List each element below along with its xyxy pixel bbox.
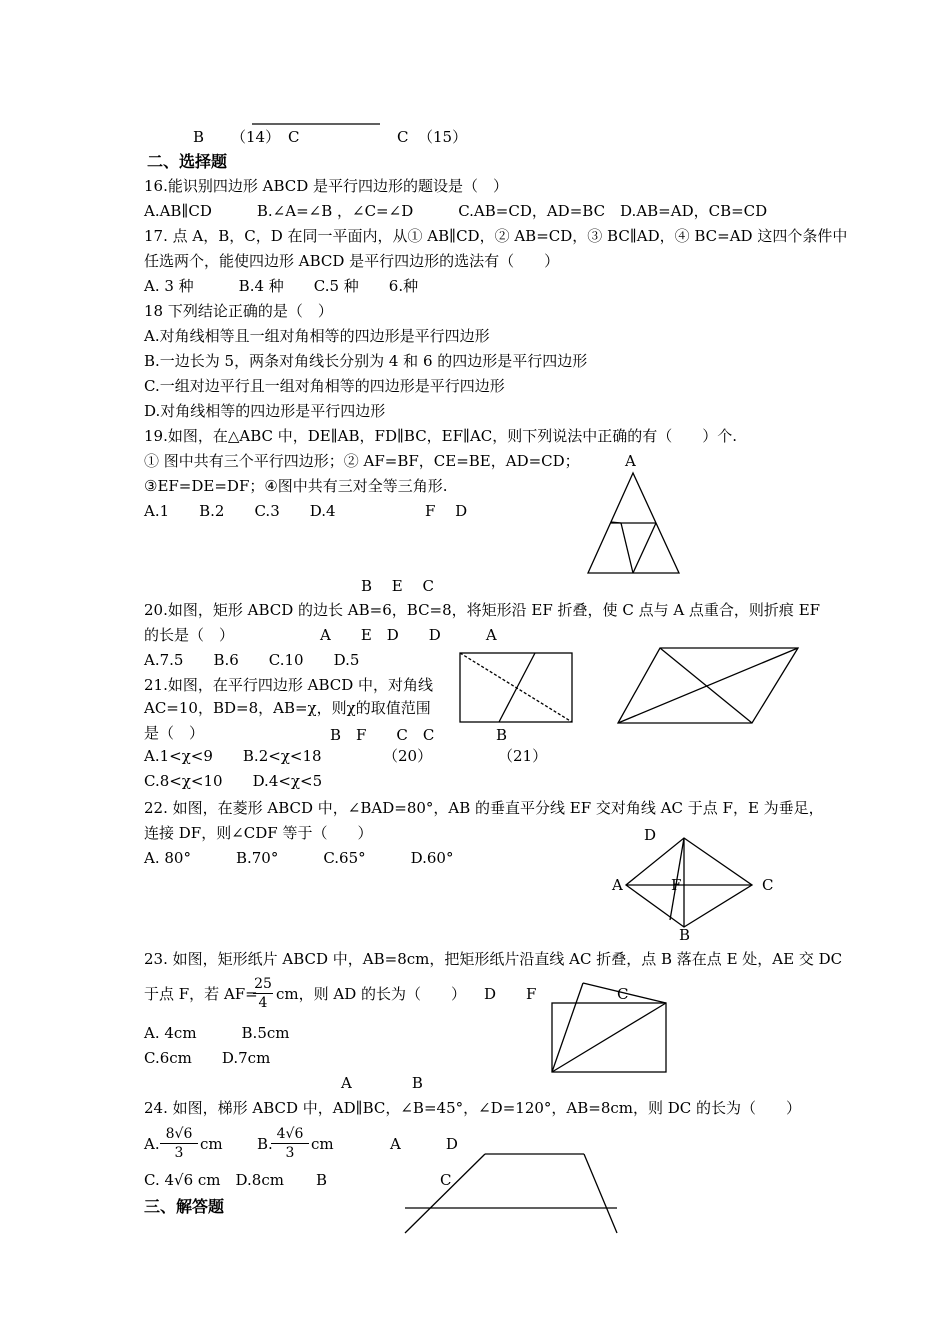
q19-statement-1: ① 图中共有三个平行四边形；② AF=BF，CE=BE，AD=CD；	[144, 452, 580, 470]
q19-stem: 19.如图，在△ABC 中，DE∥AB，FD∥BC，EF∥AC，则下列说法中正确的有（ ）个.	[144, 427, 738, 445]
q18-option-b: B.一边长为 5，两条对角线长分别为 4 和 6 的四边形是平行四边形	[144, 352, 588, 370]
q23-fraction-denominator: 4	[258, 995, 268, 1011]
fig22-rhombus	[626, 838, 752, 927]
fig23-label-ab: A B	[341, 1074, 423, 1092]
q19-statement-2: ③EF=DE=DF；④图中共有三对全等三角形.	[144, 477, 448, 495]
q24-option-b-numerator: 4√6	[276, 1126, 304, 1142]
q23-line1: 23. 如图，矩形纸片 ABCD 中，AB=8cm，把矩形纸片沿直线 AC 折叠，点 B 落在点 E 处，AE 交 DC	[144, 950, 843, 968]
fig24-label-c: C	[440, 1171, 452, 1189]
q18-option-c: C.一组对边平行且一组对角相等的四边形是平行四边形	[144, 377, 505, 395]
q24-options-cd: C. 4√6 cm D.8cm	[144, 1171, 284, 1189]
q24-option-a-label: A.	[144, 1135, 160, 1153]
q21-line2: AC=10，BD=8，AB=χ，则χ的取值范围	[144, 699, 431, 717]
q23-options-2: C.6cm D.7cm	[144, 1049, 271, 1067]
q21-line3: 是（ ）	[144, 724, 205, 742]
q24-option-a-denominator: 3	[174, 1145, 184, 1161]
q20-options: A.7.5 B.6 C.10 D.5	[144, 651, 360, 669]
q21-options-2: C.8<χ<10 D.4<χ<5	[144, 772, 323, 790]
figure-15-label: （15）	[418, 128, 468, 146]
fig24-trapezoid	[405, 1154, 617, 1233]
fig20-21-top-labels: A E D D A	[320, 626, 497, 644]
fig21-label-b: B	[496, 726, 508, 744]
figure-20-label: （20）	[383, 747, 433, 765]
q20-line1: 20.如图，矩形 ABCD 的边长 AB=6，BC=8，将矩形沿 EF 折叠，使 C 点与 A 点重合，则折痕 EF	[144, 601, 821, 619]
fig19-label-fd: F D	[425, 502, 468, 520]
q18-stem: 18 下列结论正确的是（ ）	[144, 302, 333, 320]
q24-stem: 24. 如图，梯形 ABCD 中，AD∥BC，∠B=45°，∠D=120°，AB=8cm，则 DC 的长为（ ）	[144, 1099, 802, 1117]
q24-option-b-denominator: 3	[285, 1145, 295, 1161]
q16-options: A.AB∥CD B.∠A=∠B ，∠C=∠D C.AB=CD，AD=BC D.AB=AD，CB=CD	[144, 202, 768, 220]
fig24-label-b: B	[316, 1171, 328, 1189]
label-c-top: C	[288, 128, 300, 146]
q24-option-b-bar	[271, 1143, 309, 1144]
q24-option-b-label: B.	[257, 1135, 273, 1153]
q24-option-b-unit: cm	[311, 1135, 334, 1153]
figure-21-label: （21）	[498, 747, 548, 765]
fig20-bottom-labels: B F C C	[330, 726, 435, 744]
q24-option-a-bar	[160, 1143, 198, 1144]
q23-fraction-bar	[253, 993, 273, 994]
fig19-label-a: A	[625, 452, 636, 470]
q24-option-a-unit: cm	[200, 1135, 223, 1153]
label-b-top: B	[193, 128, 205, 146]
fig22-label-c: C	[762, 876, 774, 894]
fig20-rectangle	[460, 653, 572, 722]
q24-option-a-fraction	[160, 1126, 198, 1161]
section-2-heading: 二、选择题	[147, 152, 228, 171]
fig23-label-df: D F	[484, 985, 537, 1003]
q24-option-a-numerator: 8√6	[165, 1126, 193, 1142]
fig22-label-f: F	[671, 876, 682, 894]
q18-option-d: D.对角线相等的四边形是平行四边形	[144, 402, 386, 420]
q18-option-a: A.对角线相等且一组对角相等的四边形是平行四边形	[144, 327, 490, 345]
figure-14-label: （14）	[231, 128, 281, 146]
fig22-label-b: B	[679, 926, 691, 944]
q20-line2: 的长是（ ）	[144, 626, 235, 644]
q19-options: A.1 B.2 C.3 D.4	[144, 502, 336, 520]
q22-line2: 连接 DF，则∠CDF 等于（ ）	[144, 824, 373, 842]
section-3-heading: 三、解答题	[144, 1197, 225, 1216]
q21-line1: 21.如图，在平行四边形 ABCD 中，对角线	[144, 676, 434, 694]
fig19-triangle	[588, 473, 679, 573]
fig23-rectangle	[552, 983, 666, 1072]
q16-stem: 16.能识别四边形 ABCD 是平行四边形的题设是（ ）	[144, 177, 509, 195]
q24-option-b-fraction	[271, 1126, 309, 1161]
q23-fraction	[253, 976, 273, 1011]
fig19-label-bec: B E C	[361, 577, 434, 595]
fig23-label-c: C	[617, 985, 629, 1003]
fig24-label-ad: A D	[390, 1135, 458, 1153]
q21-options-1: A.1<χ<9 B.2<χ<18	[144, 747, 322, 765]
q17-line1: 17. 点 A，B，C，D 在同一平面内，从① AB∥CD，② AB=CD，③ BC∥AD，④ BC=AD 这四个条件中	[144, 227, 848, 245]
q17-options: A. 3 种 B.4 种 C.5 种 6.种	[144, 277, 419, 295]
q17-line2: 任选两个，能使四边形 ABCD 是平行四边形的选法有（ ）	[144, 252, 560, 270]
label-c2-top: C	[397, 128, 409, 146]
fig22-label-a: A	[612, 876, 623, 894]
q23-options-1: A. 4cm B.5cm	[144, 1024, 290, 1042]
q23-fraction-numerator: 25	[254, 976, 272, 992]
fig22-label-d: D	[644, 826, 657, 844]
q22-line1: 22. 如图，在菱形 ABCD 中，∠BAD=80°，AB 的垂直平分线 EF 交对角线 AC 于点 F，E 为垂足，	[144, 799, 824, 817]
q22-options: A. 80° B.70° C.65° D.60°	[144, 849, 454, 867]
q23-line2-a: 于点 F，若 AF=	[144, 985, 258, 1003]
fig21-parallelogram	[618, 648, 798, 723]
q23-line2-b: cm，则 AD 的长为（ ）	[276, 985, 467, 1003]
